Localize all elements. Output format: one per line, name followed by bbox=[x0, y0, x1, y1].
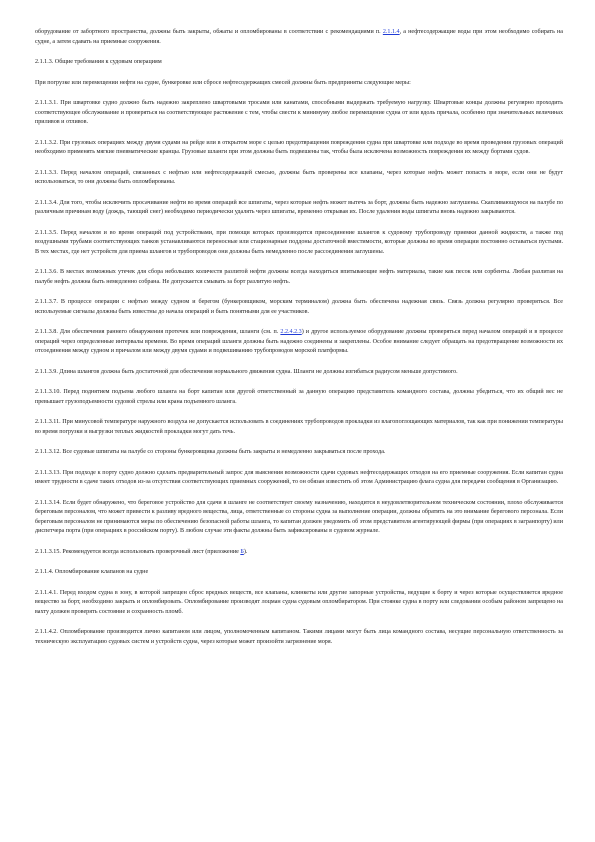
cross-reference-link[interactable]: Б bbox=[240, 548, 244, 555]
paragraph-text: При погрузке или перемещении нефти на судне, бункеровке или сбросе нефтесодержащих смесей должны быть предприняты следующие меры: bbox=[35, 79, 411, 86]
paragraph bbox=[35, 199, 563, 218]
paragraph bbox=[35, 628, 563, 647]
paragraph bbox=[35, 99, 563, 128]
paragraph bbox=[35, 589, 563, 618]
paragraph-text: 2.1.1.3.8. Для обеспечения раннего обнаружения протечек или повреждения, шланги (см. п. bbox=[35, 329, 281, 335]
paragraph bbox=[35, 328, 563, 357]
paragraph-text: 2.1.1.3.15. Рекомендуется всегда использовать проверочный лист (приложение bbox=[35, 548, 241, 555]
paragraph-text: 2.1.1.3.5. Перед началом и во время операций под устройствами, при помощи которых производится присоединение шлангов к судовому трубопроводу приемки данной жидкости, а также под воздушными трубами соответствующих танков устанавливаются переносные или стационарные поддоны достаточной вместимости, которые должны во время операции постоянно оставаться пустыми. В тех местах, где нет устройств для приема шлангов и трубопроводов они должны быть немедленно после рассоединения заглушены. bbox=[35, 229, 563, 255]
paragraph bbox=[35, 79, 563, 89]
paragraph-text: , а нефтесодержащие воды при этом необходимо собирать на судне, а затем сдавать на приемные сооружения. bbox=[35, 29, 563, 45]
paragraph-text: 2.1.1.3.9. Длина шлангов должна быть достаточной для обеспечения нормального движения судна. Шланги не должны изгибаться радиусом меньше допустимого. bbox=[35, 368, 458, 375]
paragraph-text: 2.1.1.4.2. Опломбирование производится лично капитаном или лицом, уполномоченным капитаном. Такими лицами могут быть лица командного состава, несущие персональную ответственность за техническую эксплуатацию судовых систем и устройств судна, через которые может произойти загрязнение моря. bbox=[35, 629, 563, 645]
paragraph bbox=[35, 568, 563, 578]
paragraph bbox=[35, 448, 563, 458]
paragraph-text: 2.1.1.3.10. Перед поднятием подъема любого шланга на борт капитан или другой ответственный за данную операцию представитель командного состава, должны убедиться, что их общий вес не превышает грузоподъемности судовой стрелы или крана подъемного шланга. bbox=[35, 389, 563, 405]
paragraph bbox=[35, 139, 563, 158]
paragraph-text: 2.1.1.3. Общие требования к судовым операциям bbox=[35, 59, 162, 65]
paragraph bbox=[35, 469, 563, 488]
paragraph-text: 2.1.1.4.1. Перед входом судна в зону, в которой запрещен сброс вредных веществ, все клапаны, клинкеты или другие запорные устройства, ведущие к борту и через которые осуществляется вредное вещество за борт, необходимо закрыть и опломбировать. Опломбирование производят лоцман судна судовым опломбиратором. При стоянке судна в порту или следовании особым районом запрещено на вахту должен проверять состояние и сохранность пломб. bbox=[35, 589, 563, 615]
paragraph-text: оборудование от забортного пространства, должны быть закрыты, обжаты и опломбированы в соответствии с рекомендациями п. bbox=[35, 29, 383, 35]
paragraph bbox=[35, 388, 563, 407]
paragraph bbox=[35, 169, 563, 188]
paragraph-text: 2.1.1.3.3. Перед началом операций, связанных с нефтью или нефтесодержащей смесью, должны быть проверены все клапаны, через которые нефть может попасть в море, если они не будут использоваться, то они должны быть опломбированы. bbox=[35, 169, 563, 185]
document-page bbox=[35, 28, 563, 658]
paragraph bbox=[35, 28, 563, 47]
paragraph-text: ) и другое используемое оборудование должны проверяться перед началом операций и в процессе операций через определенные интервалы времени. Во время операций шланги должны быть надежно соединены и закреплены. Особое внимание следует обращать на предотвращение возможности их отсоединения между судном и причалом или между двумя судами и подвешиванию трубопроводов морской платформы. bbox=[35, 329, 563, 354]
paragraph-text: 2.1.1.3.7. В процессе операции с нефтью между судном и берегом (бункеровщиком, морским терминалом) должна быть обеспечена надежная связь. Связь должна регулярно проверяться. Все используемые сигналы должны быть известны до начала операций и быть понятными для ее участников. bbox=[35, 299, 563, 315]
paragraph bbox=[35, 298, 563, 317]
paragraph-text: 2.1.1.3.11. При минусовой температуре наружного воздуха не допускается использовать в соединениях трубопроводов прокладки из влагопоглощающих материалов, так как при понижении температуры во время погрузки и выгрузки теплых жидкостей прокладки могут дать течь. bbox=[35, 419, 563, 435]
paragraph bbox=[35, 418, 563, 437]
paragraph-text: 2.1.1.3.6. В местах возможных утечек для сбора небольших количеств разлитой нефти должны всегда находиться впитывающие нефть материалы, такие как песок или сорбенты. Любая разлитая на палубе нефть должна быть немедленно собрана. Не допускается смывать за борт разлитую нефть. bbox=[35, 269, 563, 285]
paragraph bbox=[35, 548, 563, 558]
paragraph bbox=[35, 229, 563, 258]
paragraph bbox=[35, 268, 563, 287]
cross-reference-link[interactable]: 2.2.4.2.3 bbox=[280, 329, 302, 335]
paragraph-text: 2.1.1.3.13. При подходе к порту судно должно сделать предварительный запрос для выяснения возможности сдачи судовых нефтесодержащих отходов на его приемные сооружения. Если капитан судна имеет трудности в сдаче таких отходов из-за отсутствия соответствующих приемных сооружений, то он обязан известить об этом Администрацию флага судна для передачи сообщения в Организацию. bbox=[35, 469, 563, 485]
paragraph-text: 2.1.1.3.2. При грузовых операциях между двумя судами на рейде или в открытом море с целью предотвращения повреждения судна при швартовке или подходе во время проведения грузовых операций необходимо применять мягкие пневматические кранцы. Грузовые шланги при этом должны быть подвешены так, чтобы была исключена возможность повреждения их между бортами судов. bbox=[35, 139, 563, 155]
paragraph-text: 2.1.1.4. Опломбирование клапанов на судне bbox=[35, 569, 149, 575]
paragraph-text: 2.1.1.3.1. При швартовке судно должно быть надежно закреплено швартовыми тросами или канатами, способными выдержать требуемую нагрузку. Швартовые концы должны регулярно проходить соответствующее обслуживание и проверяться на соответствующее растяжение с тем, чтобы свести к минимуму любое перемещение судна от или вдоль причала, особенно при значительных величинах приливов и отливов. bbox=[35, 100, 563, 125]
paragraph bbox=[35, 499, 563, 537]
cross-reference-link[interactable]: 2.1.1.4 bbox=[382, 29, 400, 35]
paragraph bbox=[35, 58, 563, 68]
paragraph-text: 2.1.1.3.14. Если будет обнаружено, что береговое устройство для сдачи в шланге не соответствует своему назначению, находится в неудовлетворительном техническом состоянии, плохо обслуживается береговым персоналом, что может привести к разливу вредного вещества, лица, ответственные со стороны судна за выполнение операции, должны обратить на это внимание берегового персонала. Если береговым персоналом не принимаются меры по обеспечению безопасной работы шланга, то капитан должен уведомить об этом представителя агентирующей фирмы (при операциях в загранпорту) или диспетчера порта (при операциях в российском порту). В любом случае эти факты должны быть зафиксированы в судовом журнале. bbox=[35, 499, 563, 534]
paragraph bbox=[35, 368, 563, 378]
paragraph-text: 2.1.1.3.4. Для того, чтобы исключить просачивание нефти во время операций все шпигаты, через которые нефть может вытечь за борт, должны быть надежно заглушены. Скапливающуюся на палубе по различным причинам воду (дождь, тающий снег) необходимо периодически удалять через шпигаты, временно открывая их. После удаления воды шпигаты вновь надежно закрываются. bbox=[35, 199, 563, 215]
paragraph-text: 2.1.1.3.12. Все судовые шпигаты на палубе со стороны бункеровщика должны быть закрыты и немедленно закрываться после прохода. bbox=[35, 449, 386, 455]
paragraph-text: ). bbox=[243, 548, 248, 555]
